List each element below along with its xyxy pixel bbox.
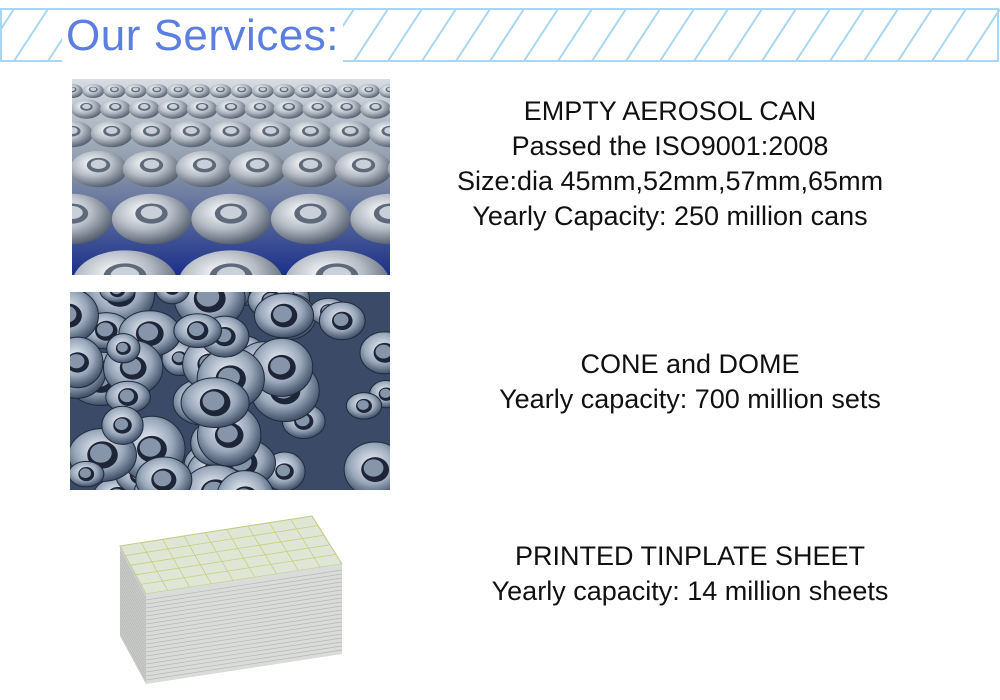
header-banner [0, 8, 1000, 62]
service-title: CONE and DOME [580, 349, 800, 379]
service-detail: Yearly capacity: 14 million sheets [491, 576, 889, 606]
service-detail: Size:dia 45mm,52mm,57mm,65mm [456, 166, 884, 196]
page-title: Our Services: [62, 10, 343, 62]
service-detail: Passed the ISO9001:2008 [511, 131, 829, 161]
service-cone-dome-text [440, 347, 940, 417]
service-tinplate-sheet-text [440, 539, 940, 609]
aerosol-cans-photo [72, 79, 390, 275]
service-title: EMPTY AEROSOL CAN [523, 96, 817, 126]
cone-dome-photo [70, 292, 390, 490]
tinplate-sheet-photo [112, 512, 346, 690]
service-aerosol-can-text [420, 94, 920, 234]
service-detail: Yearly Capacity: 250 million cans [472, 201, 868, 231]
service-detail: Yearly capacity: 700 million sets [499, 384, 881, 414]
service-title: PRINTED TINPLATE SHEET [514, 541, 866, 571]
